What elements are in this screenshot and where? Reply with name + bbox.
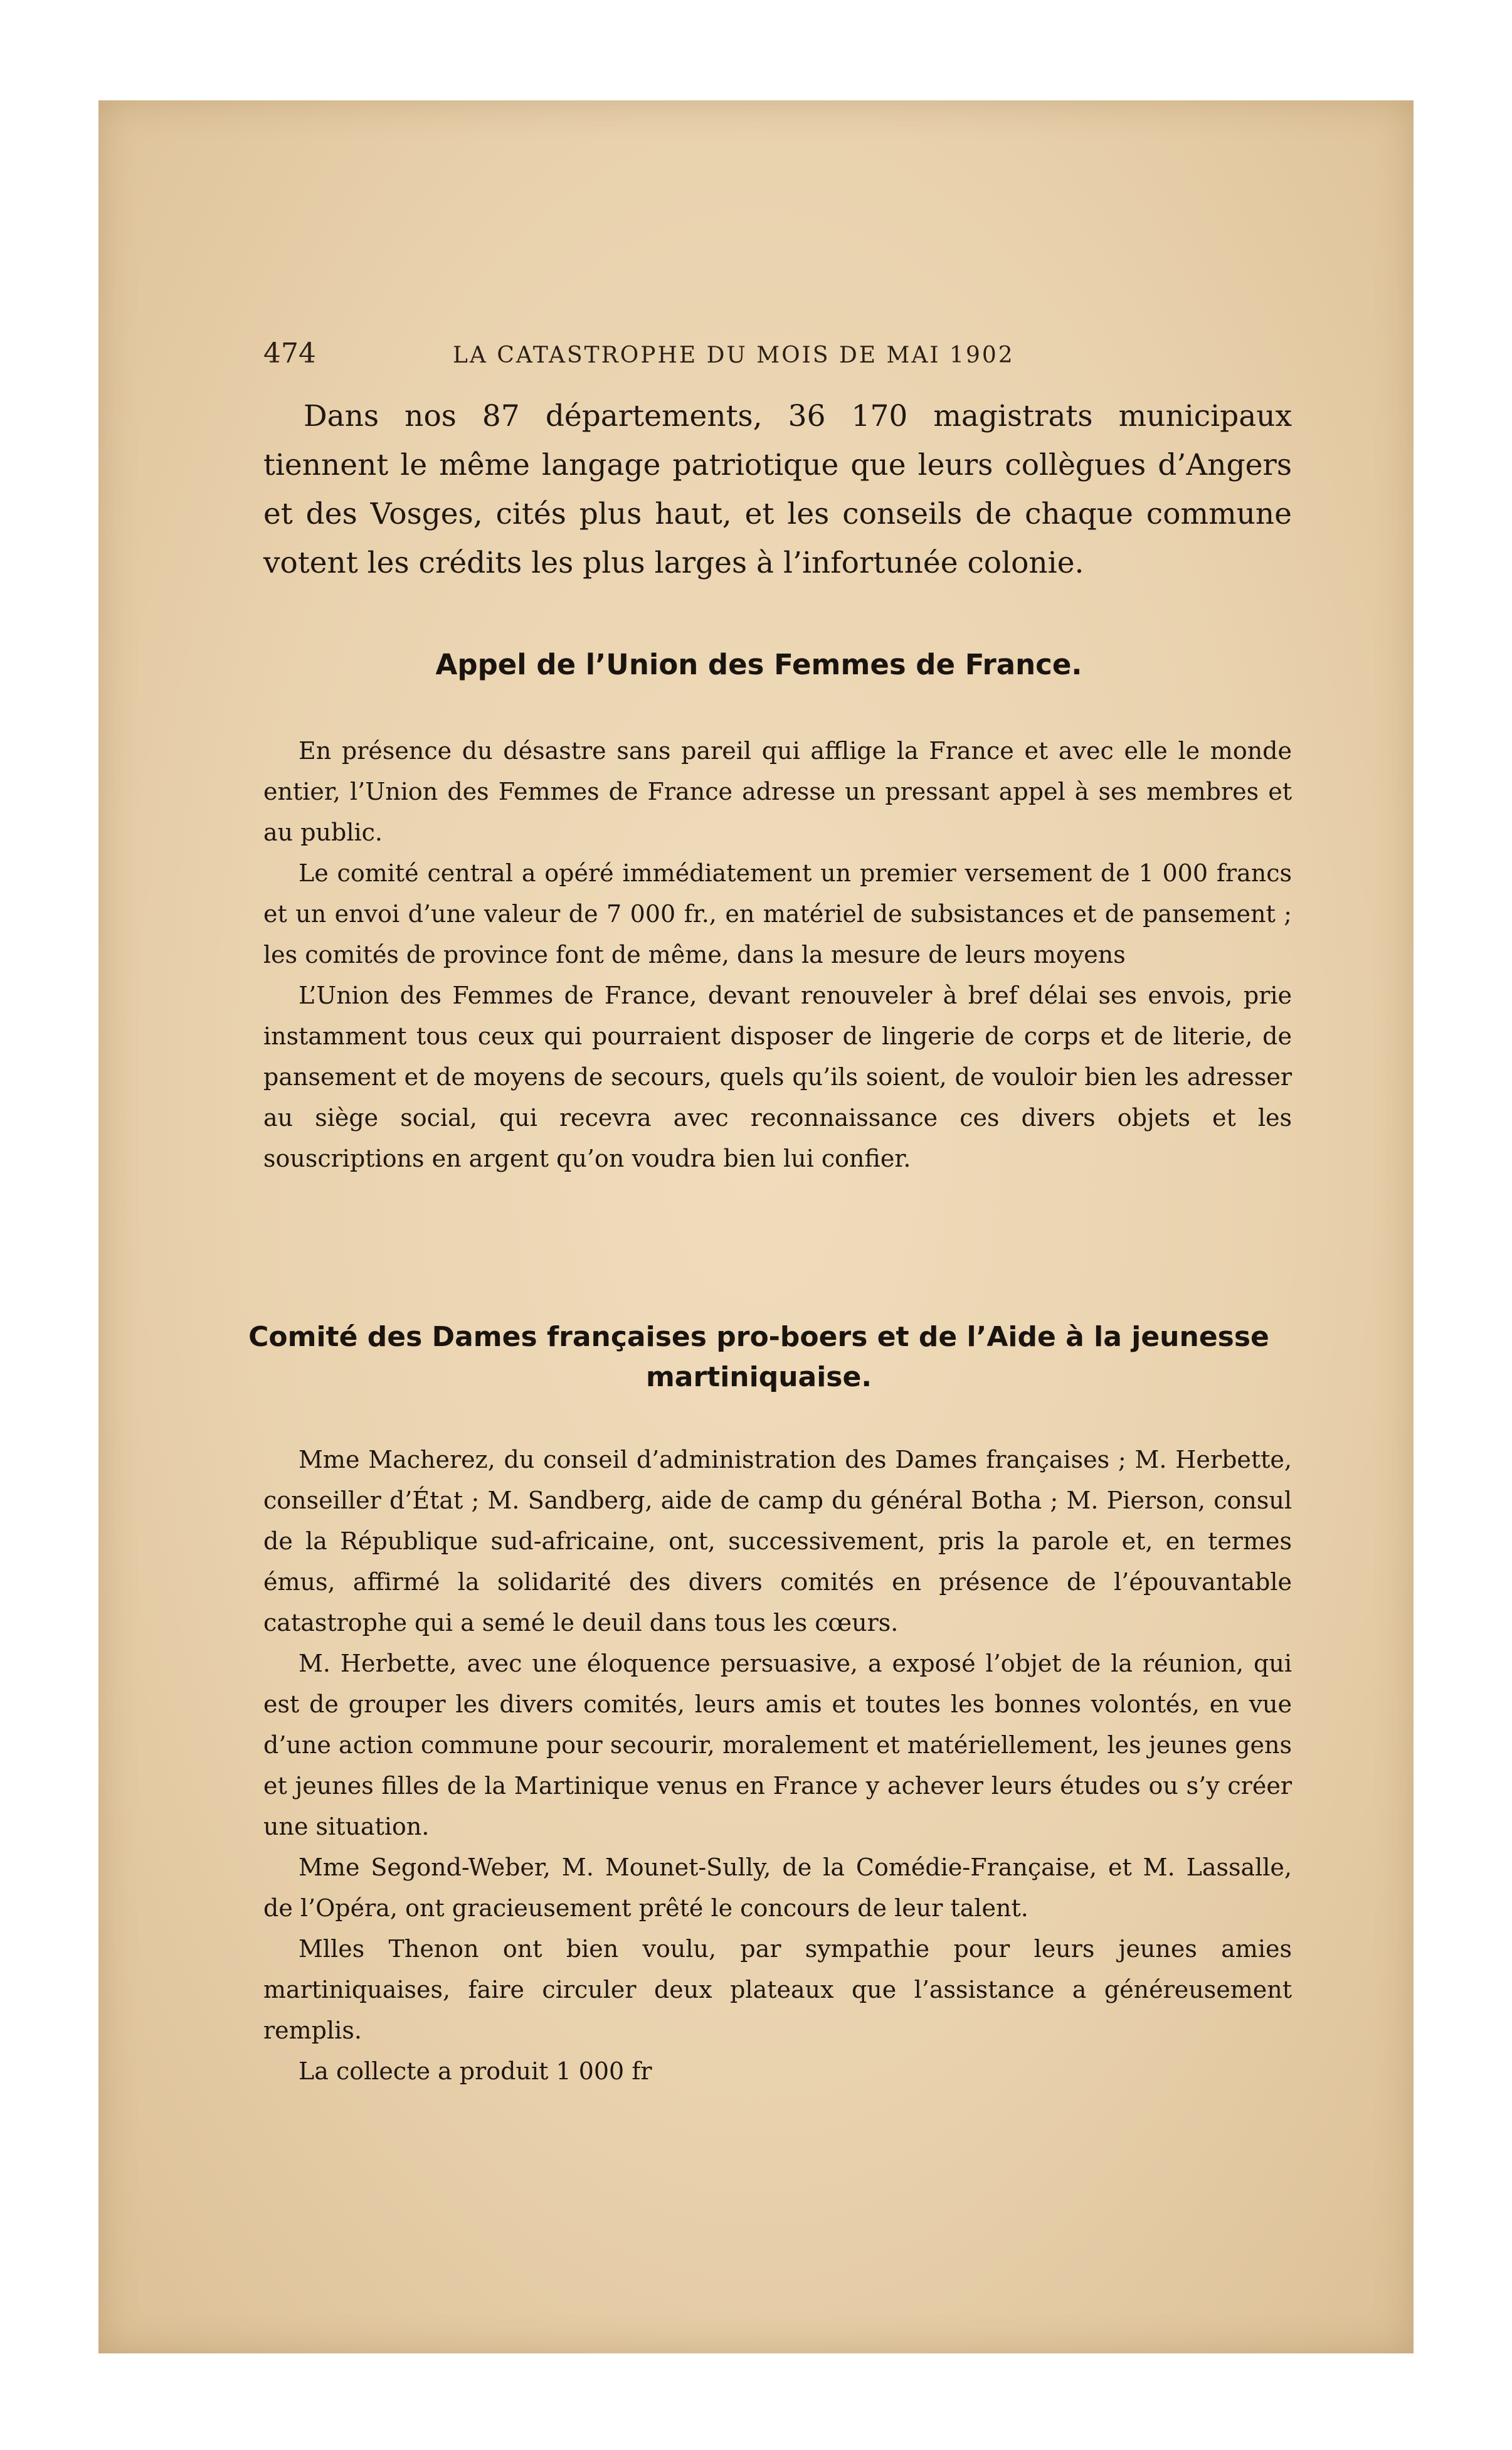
- paragraph: La collecte a produit 1 000 fr: [299, 2057, 652, 2085]
- paragraph: Mme Segond-Weber, M. Mounet-Sully, de la Comédie-Française, et M. Lassalle, de l’Opéra, ont gracieusement prêté le concours de leur talent.: [263, 1853, 1292, 1922]
- section-union-femmes-body: [263, 731, 1292, 1179]
- intro-paragraph: Dans nos 87 départements, 36 170 magistrats municipaux tiennent le même langage patriotique que leurs collègues d’Angers et des Vosges, cités plus haut, et les conseils de chaque commune votent les crédits les plus larges à l’infortunée colonie.: [263, 399, 1292, 580]
- paragraph: L’Union des Femmes de France, devant renouveler à bref délai ses envois, prie instamment tous ceux qui pourraient disposer de lingerie de corps et de literie, de pansement et de moyens de secours, quels qu’ils soient, de vouloir bien les adresser au siège social, qui recevra avec reconnaissance ces divers objets et les souscriptions en argent qu’on voudra bien lui confier.: [263, 982, 1292, 1172]
- paragraph: M. Herbette, avec une éloquence persuasive, a exposé l’objet de la réunion, qui est de grouper les divers comités, leurs amis et toutes les bonnes volontés, en vue d’une action commune pour secourir, moralement et matériellement, les jeunes gens et jeunes filles de la Martinique venus en France y achever leurs études ou s’y créer une situation.: [263, 1650, 1292, 1840]
- section-title-union-femmes: Appel de l’Union des Femmes de France.: [435, 648, 1082, 681]
- section-title-line: Comité des Dames françaises pro-boers et de l’Aide à la jeunesse: [248, 1321, 1269, 1353]
- paragraph: Mme Macherez, du conseil d’administration des Dames françaises ; M. Herbette, conseiller d’État ; M. Sandberg, aide de camp du général Botha ; M. Pierson, consul de la République sud-africaine, ont, successivement, pris la parole et, en termes émus, affirmé la solidarité des divers comités en présence de l’épouvantable catastrophe qui a semé le deuil dans tous les cœurs.: [263, 1446, 1292, 1636]
- page-number: 474: [263, 337, 316, 369]
- section-title-line: martiniquaise.: [645, 1361, 872, 1393]
- section-title-dames-francaises: [232, 1317, 1286, 1397]
- paragraph: En présence du désastre sans pareil qui afflige la France et avec elle le monde entier, l’Union des Femmes de France adresse un pressant appel à ses membres et au public.: [263, 737, 1292, 846]
- paragraph: Le comité central a opéré immédiatement un premier versement de 1 000 francs et un envoi d’une valeur de 7 000 fr., en matériel de subsistances et de pansement ; les comités de province font de même, dans la mesure de leurs moyens: [263, 859, 1292, 968]
- intro-section: [263, 392, 1292, 588]
- page-header: [263, 337, 1135, 381]
- paragraph: Mlles Thenon ont bien voulu, par sympathie pour leurs jeunes amies martiniquaises, faire circuler deux plateaux que l’assistance a généreusement remplis.: [263, 1935, 1292, 2044]
- section-dames-francaises-body: [263, 1440, 1292, 2092]
- running-title: LA CATASTROPHE DU MOIS DE MAI 1902: [453, 342, 1015, 368]
